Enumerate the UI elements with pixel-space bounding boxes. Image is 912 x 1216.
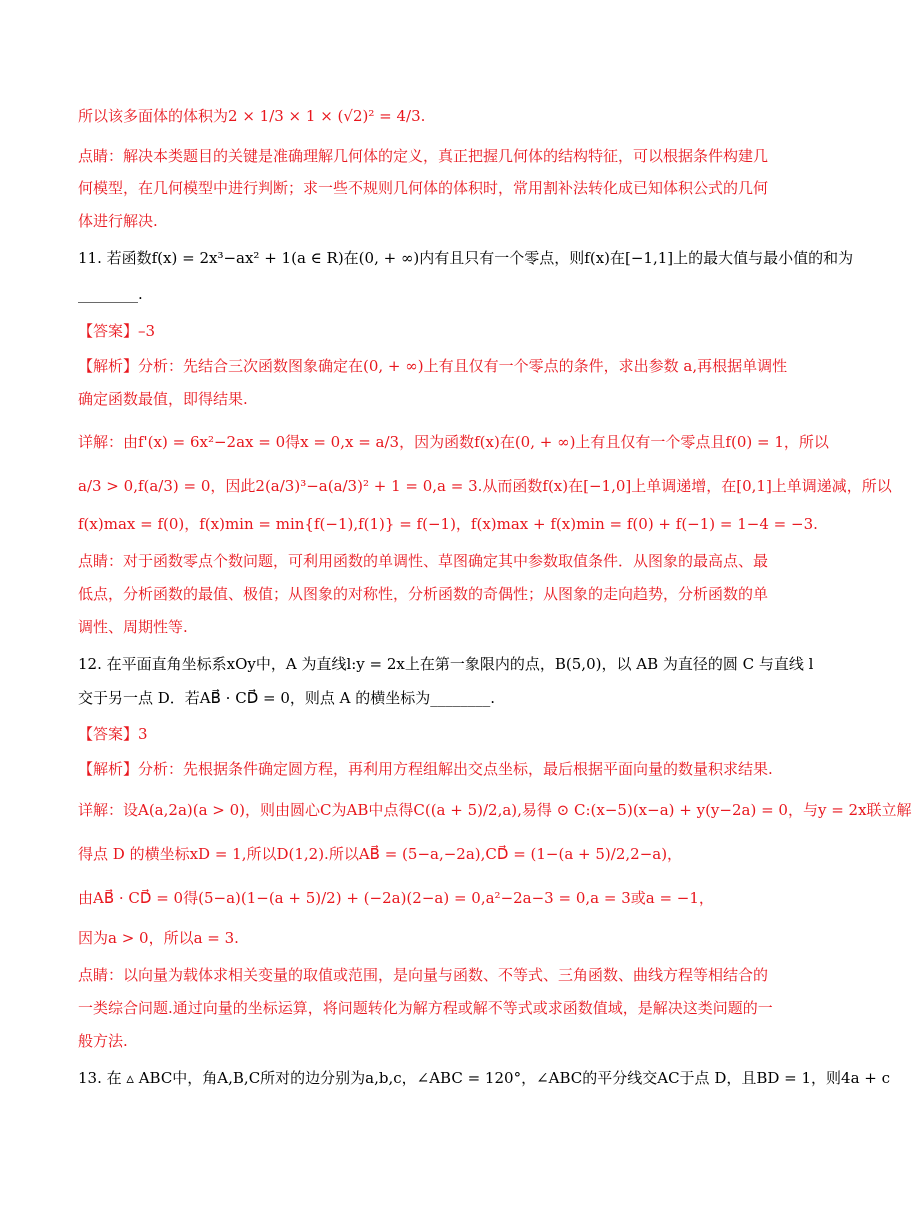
text-line-14: 低点，分析函数的最值、极值；从图象的对称性，分析函数的奇偶性；从图象的走向趋势，分析函数的单 xyxy=(78,585,769,603)
text-line-11: a/3 > 0,f(a/3) = 0，因此2(a/3)³−a(a/3)² + 1 = 0,a = 3.从而函数f(x)在[−1,0]上单调递增，在[0,1]上单调递减，所以 xyxy=(78,477,892,495)
text-line-24: 点睛：以向量为载体求相关变量的取值或范围，是向量与函数、不等式、三角函数、曲线方程等相结合的 xyxy=(78,966,769,984)
text-line-23: 因为a > 0，所以a = 3. xyxy=(78,929,239,947)
text-line-18: 【答案】3 xyxy=(78,725,148,743)
text-line-10: 详解：由f'(x) = 6x²−2ax = 0得x = 0,x = a/3，因为函数f(x)在(0, + ∞)上有且仅有一个零点且f(0) = 1，所以 xyxy=(78,433,829,451)
text-line-16: 12. 在平面直角坐标系xOy中，A 为直线l:y = 2x上在第一象限内的点，B(5,0)，以 AB 为直径的圆 C 与直线 l xyxy=(78,655,814,673)
text-line-6: ________. xyxy=(78,285,143,303)
text-line-20: 详解：设A(a,2a)(a > 0)，则由圆心C为AB中点得C((a + 5)/2,a),易得 ⊙ C:(x−5)(x−a) + y(y−2a) = 0，与y = 2x联立解 xyxy=(78,801,912,819)
text-line-27: 13. 在 ▵ ABC中，角A,B,C所对的边分别为a,b,c，∠ABC = 120°，∠ABC的平分线交AC于点 D，且BD = 1，则4a + c xyxy=(78,1069,891,1087)
text-line-5: 11. 若函数f(x) = 2x³−ax² + 1(a ∈ R)在(0, + ∞)内有且只有一个零点，则f(x)在[−1,1]上的最大值与最小值的和为 xyxy=(78,249,854,267)
text-line-9: 确定函数最值，即得结果. xyxy=(78,390,248,408)
text-line-1: 所以该多面体的体积为2 × 1/3 × 1 × (√2)² = 4/3. xyxy=(78,107,426,125)
text-line-8: 【解析】分析：先结合三次函数图象确定在(0, + ∞)上有且仅有一个零点的条件，求出参数 a,再根据单调性 xyxy=(78,357,788,375)
text-line-2: 点睛：解决本类题目的关键是准确理解几何体的定义，真正把握几何体的结构特征，可以根据条件构建几 xyxy=(78,147,769,165)
text-line-13: 点睛：对于函数零点个数问题，可利用函数的单调性、草图确定其中参数取值条件．从图象的最高点、最 xyxy=(78,552,769,570)
text-line-22: 由AB⃗ · CD⃗ = 0得(5−a)(1−(a + 5)/2) + (−2a)(2−a) = 0,a²−2a−3 = 0,a = 3或a = −1， xyxy=(78,889,714,907)
text-line-12: f(x)max = f(0)，f(x)min = min{f(−1),f(1)} = f(−1)，f(x)max + f(x)min = f(0) + f(−1) = 1−4 = −3. xyxy=(78,515,818,533)
text-line-19: 【解析】分析：先根据条件确定圆方程，再利用方程组解出交点坐标，最后根据平面向量的数量积求结果. xyxy=(78,760,773,778)
text-line-17: 交于另一点 D．若AB⃗ · CD⃗ = 0，则点 A 的横坐标为________. xyxy=(78,689,496,707)
text-line-4: 体进行解决. xyxy=(78,212,158,230)
text-line-15: 调性、周期性等. xyxy=(78,618,188,636)
text-line-25: 一类综合问题.通过向量的坐标运算，将问题转化为解方程或解不等式或求函数值域，是解决这类问题的一 xyxy=(78,999,773,1017)
text-line-7: 【答案】–3 xyxy=(78,322,156,340)
text-line-21: 得点 D 的横坐标xD = 1,所以D(1,2).所以AB⃗ = (5−a,−2a),CD⃗ = (1−(a + 5)/2,2−a)， xyxy=(78,845,683,863)
text-line-26: 般方法. xyxy=(78,1032,128,1050)
text-line-3: 何模型，在几何模型中进行判断；求一些不规则几何体的体积时，常用割补法转化成已知体积公式的几何 xyxy=(78,179,769,197)
